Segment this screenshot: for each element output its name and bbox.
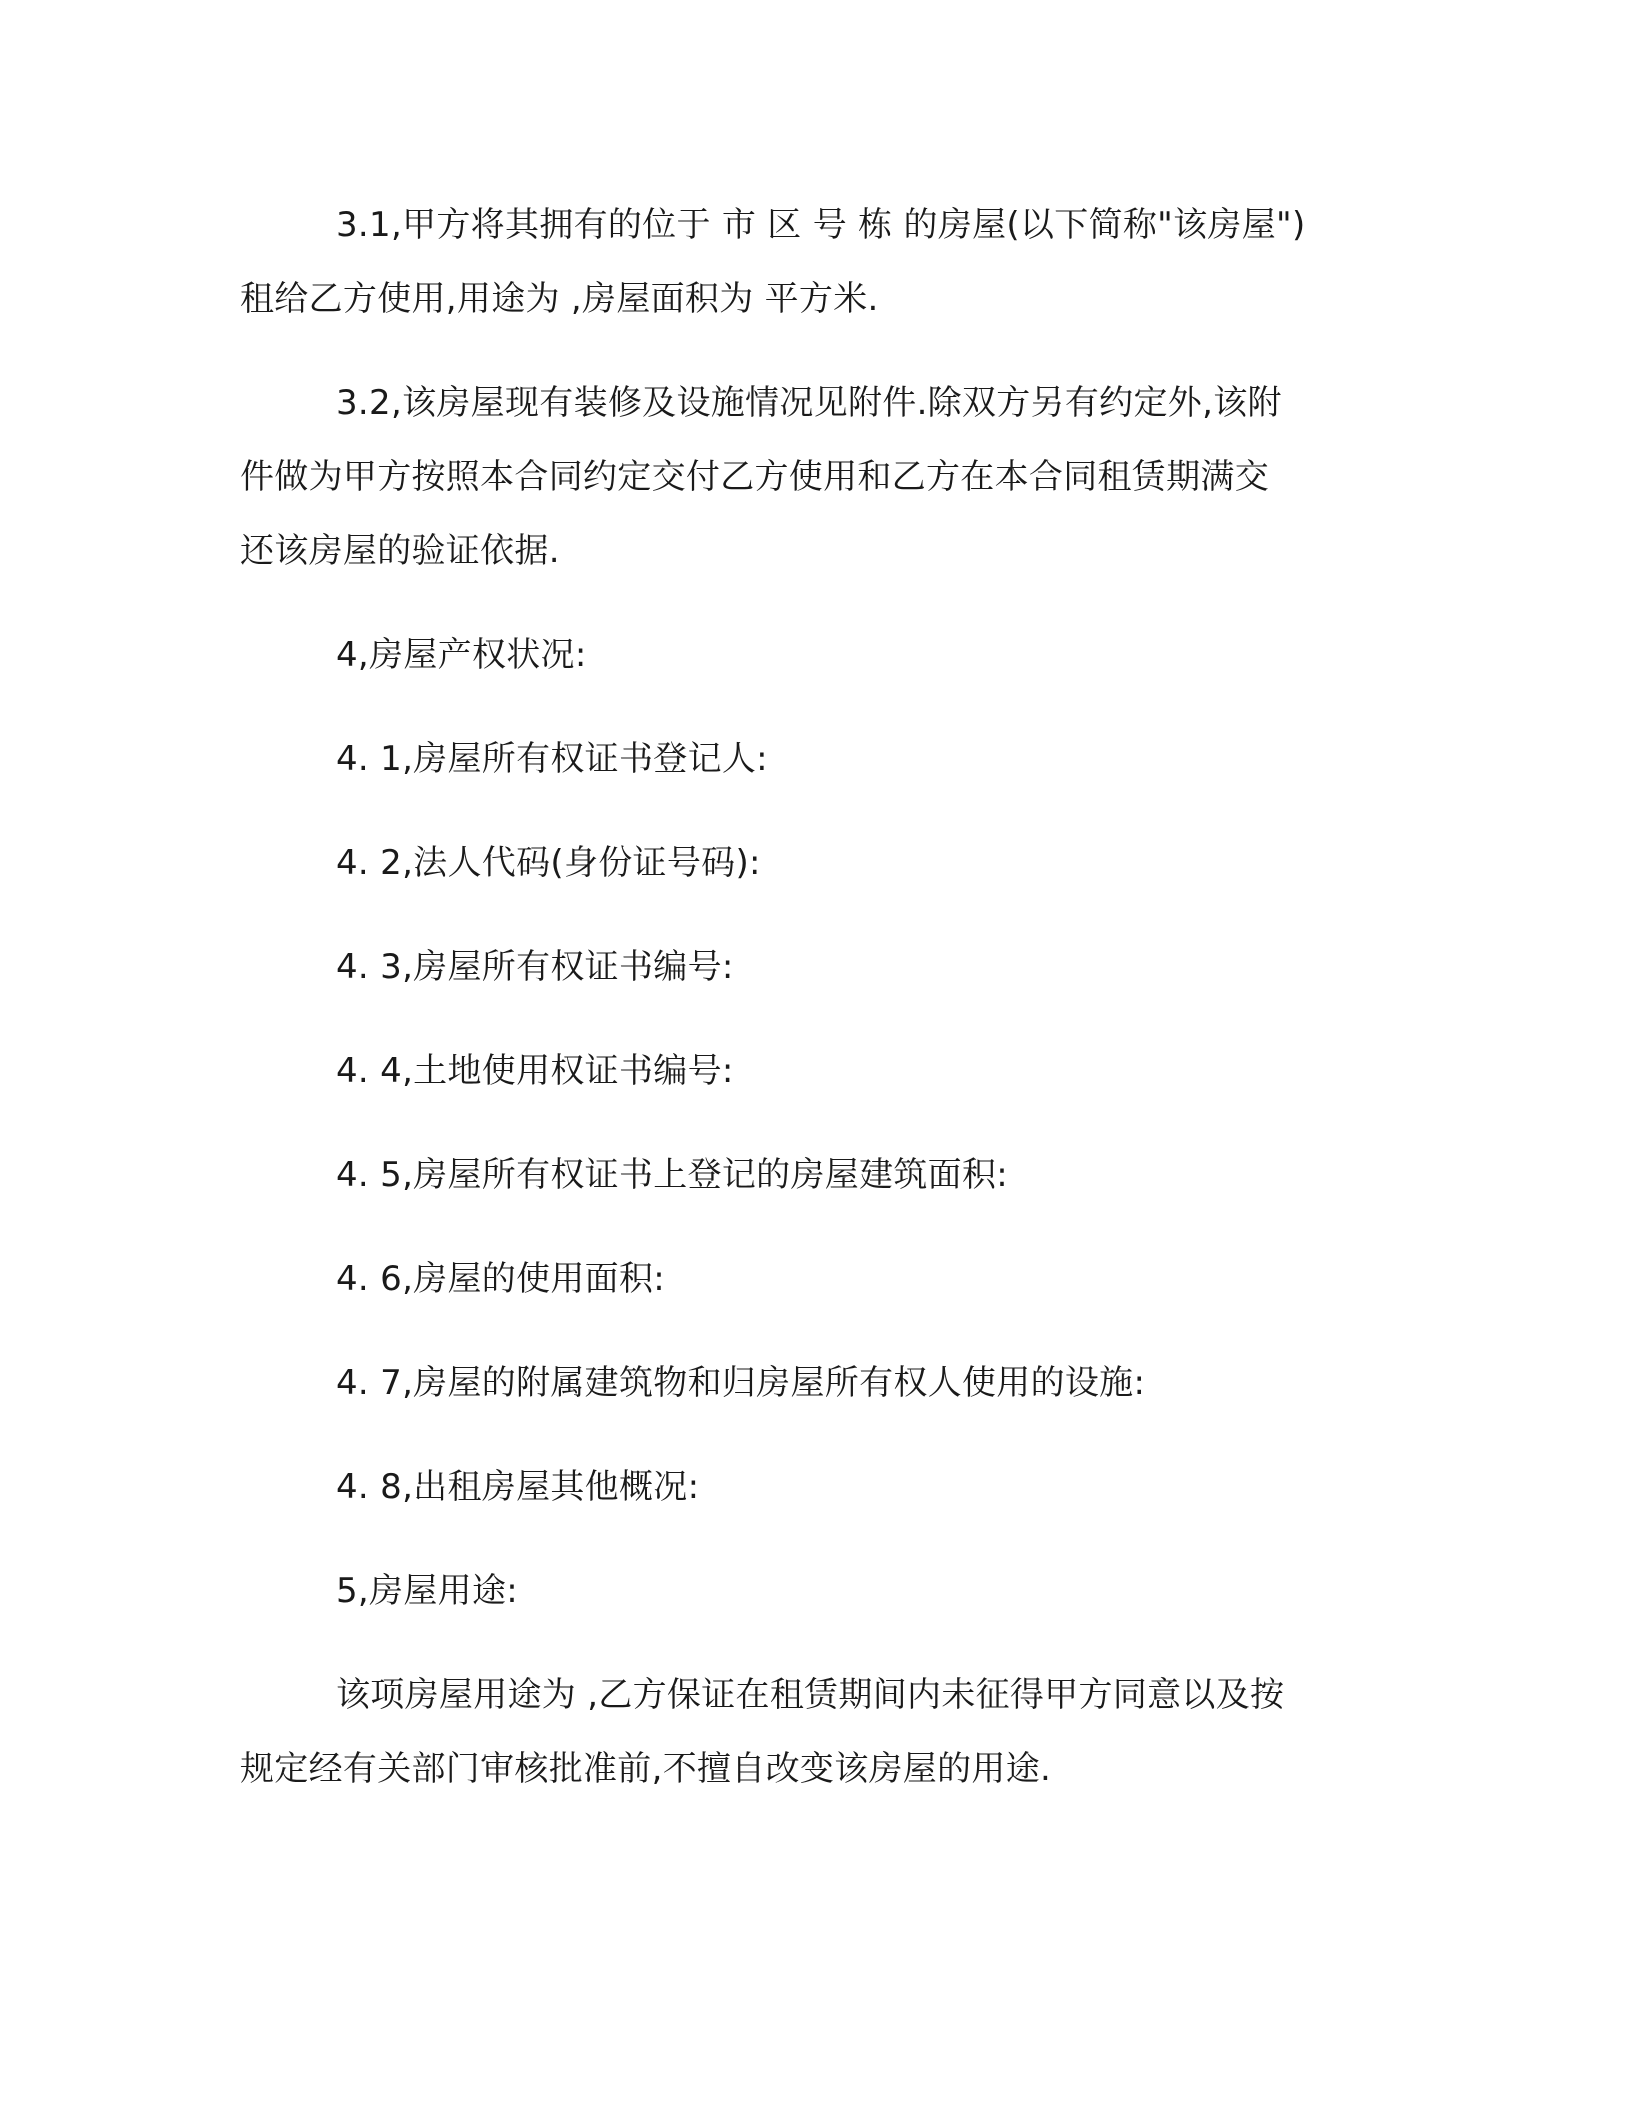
text-line: 件做为甲方按照本合同约定交付乙方使用和乙方在本合同租赁期满交 [240,457,1269,497]
section-heading-4: 4,房屋产权状况: [336,635,587,675]
text-line: 3.1,甲方将其拥有的位于 市 区 号 栋 的房屋(以下简称"该房屋") [336,205,1306,245]
item-4-8: 4. 8,出租房屋其他概况: [336,1467,700,1507]
text-line: 3.2,该房屋现有装修及设施情况见附件.除双方另有约定外,该附 [336,383,1282,423]
section-heading-5: 5,房屋用途: [336,1571,518,1611]
text-line: 规定经有关部门审核批准前,不擅自改变该房屋的用途. [240,1749,1052,1789]
item-4-7: 4. 7,房屋的附属建筑物和归房屋所有权人使用的设施: [336,1363,1146,1403]
item-4-2: 4. 2,法人代码(身份证号码): [336,843,761,883]
item-4-1: 4. 1,房屋所有权证书登记人: [336,739,768,779]
paragraph-5-body [240,1658,1370,1806]
text-line: 租给乙方使用,用途为 ,房屋面积为 平方米. [240,279,879,319]
item-4-5: 4. 5,房屋所有权证书上登记的房屋建筑面积: [336,1155,1009,1195]
text-line: 还该房屋的验证依据. [240,531,560,571]
document-body [240,188,1370,1806]
paragraph-3-1 [240,188,1370,336]
paragraph-3-2 [240,366,1370,588]
text-line: 该项房屋用途为 ,乙方保证在租赁期间内未征得甲方同意以及按 [336,1675,1285,1715]
item-4-4: 4. 4,土地使用权证书编号: [336,1051,734,1091]
item-4-6: 4. 6,房屋的使用面积: [336,1259,666,1299]
item-4-3: 4. 3,房屋所有权证书编号: [336,947,734,987]
